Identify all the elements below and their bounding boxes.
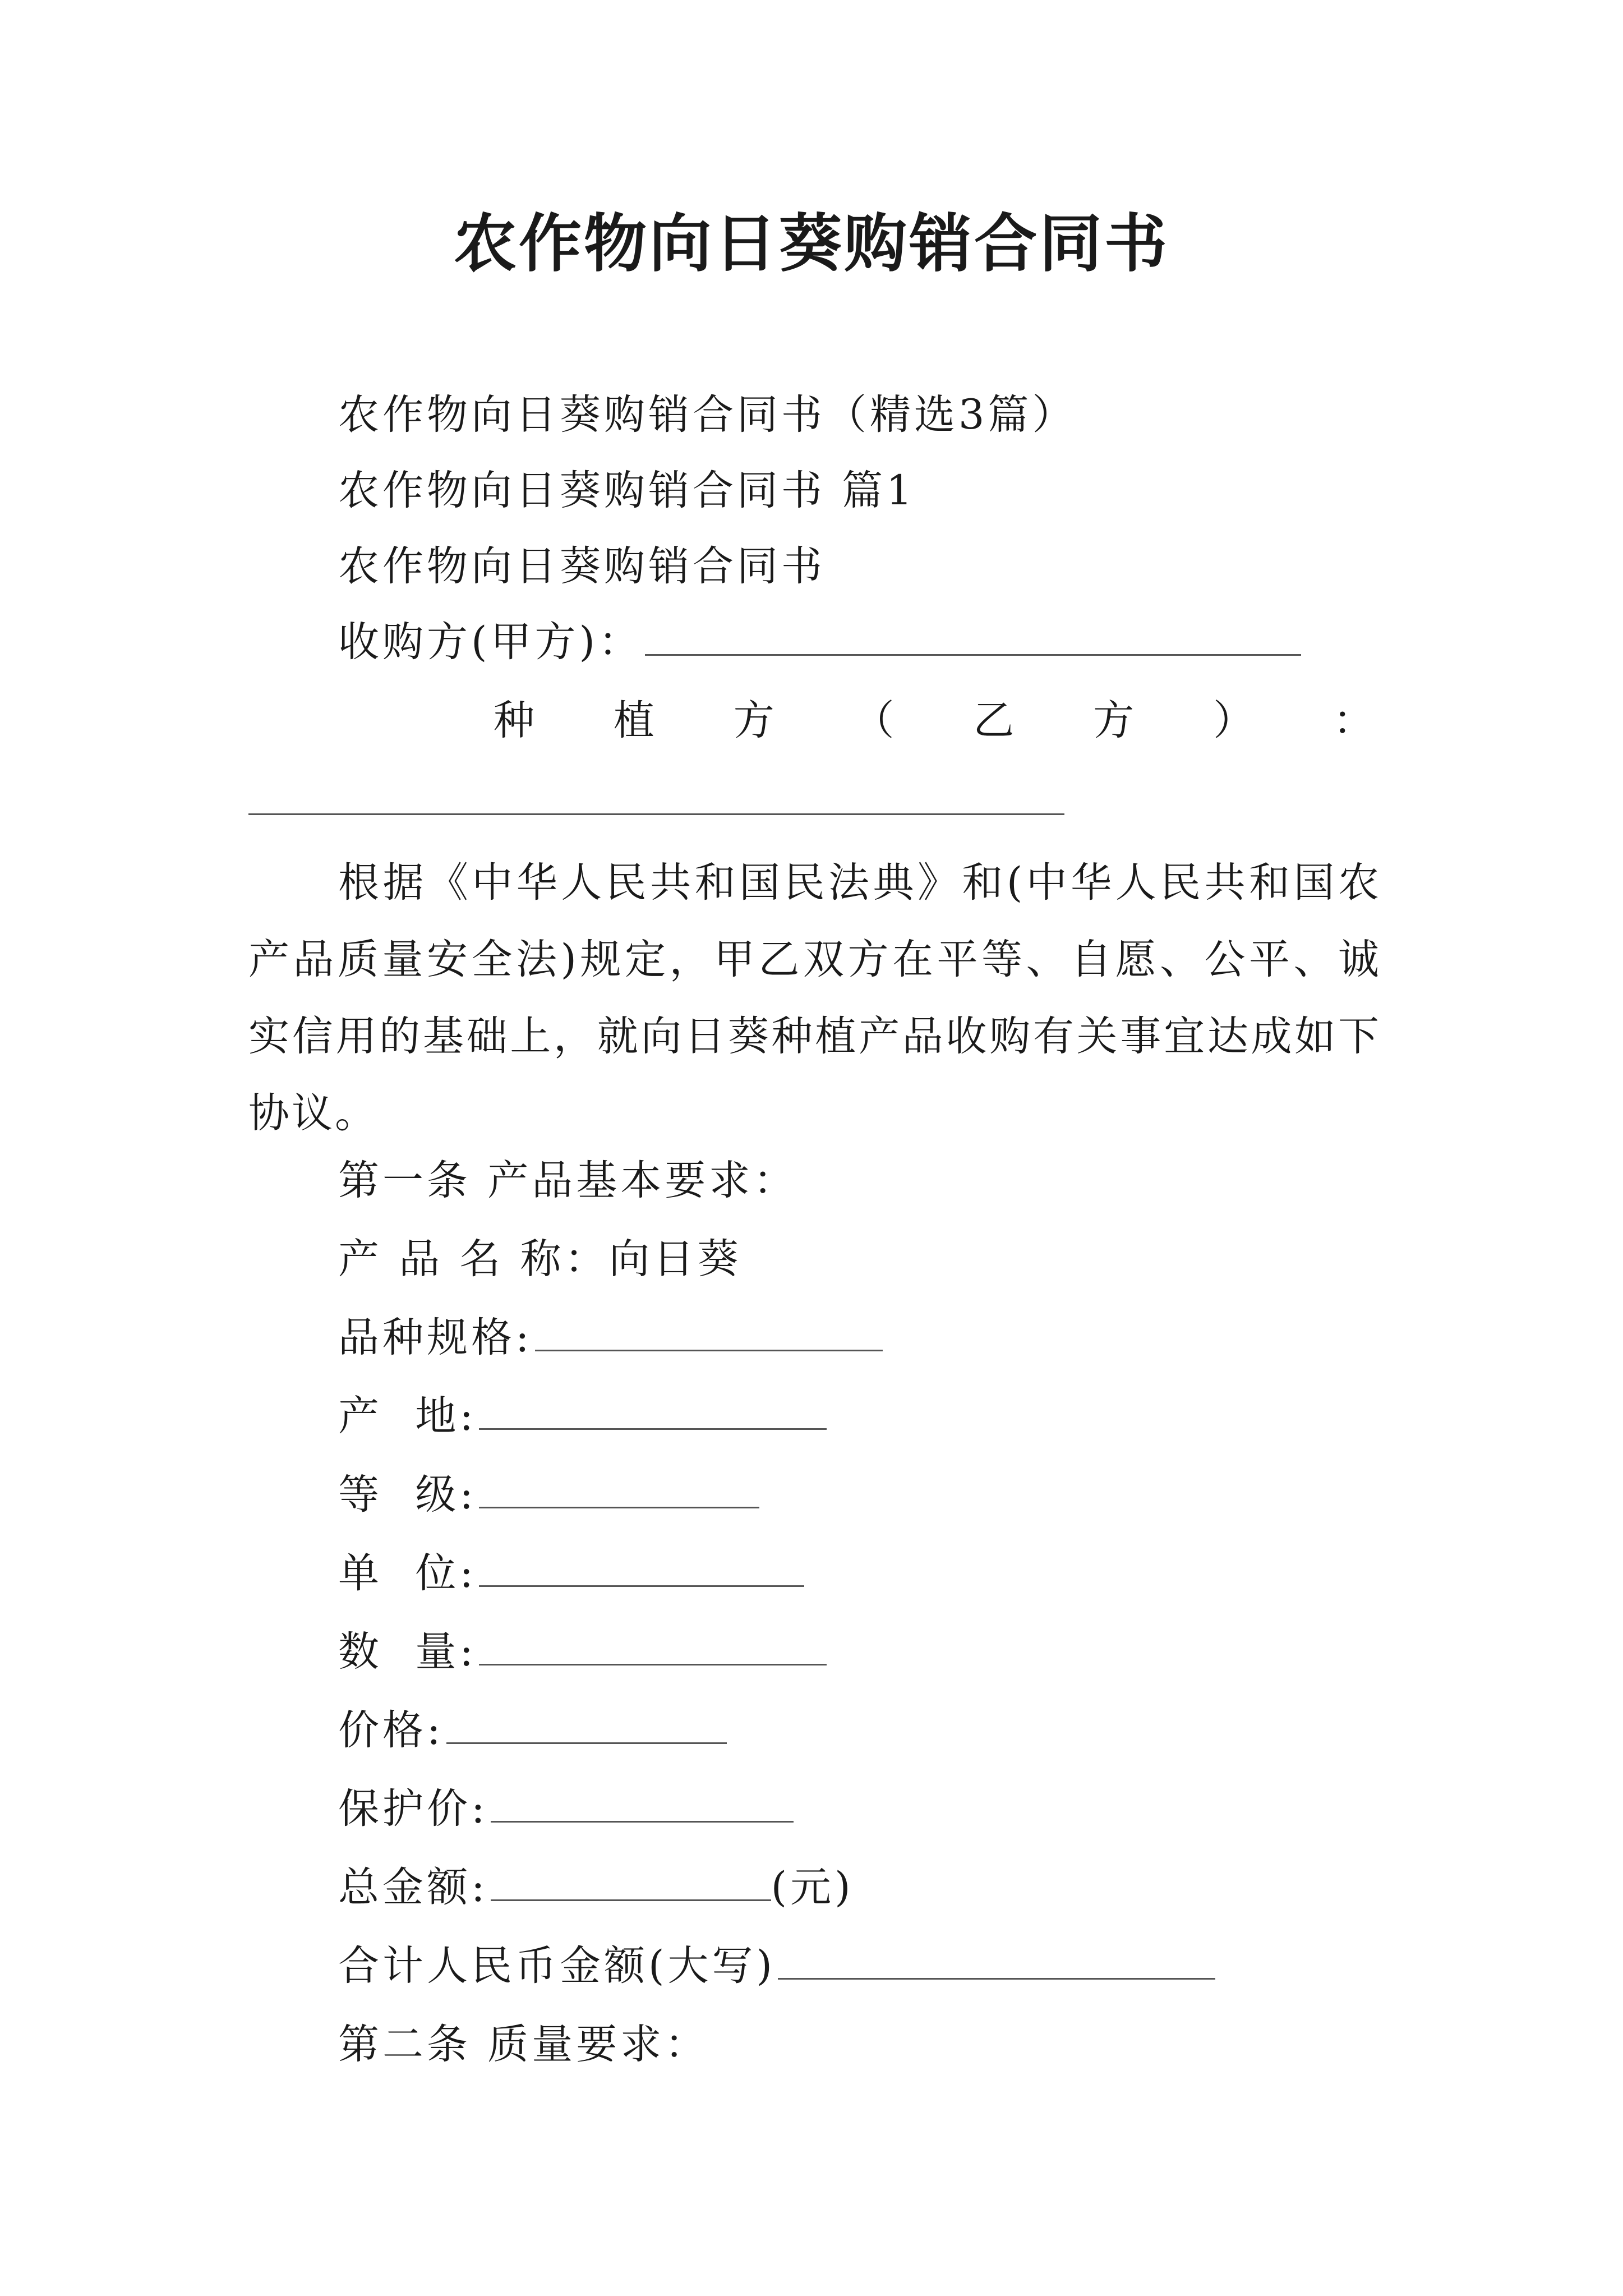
grade-row bbox=[338, 1467, 759, 1523]
quantity-blank bbox=[479, 1625, 827, 1665]
article2-heading: 第二条 质量要求： bbox=[338, 2021, 709, 2068]
subtitle-selected: 农作物向日葵购销合同书（精选3篇） bbox=[338, 391, 1077, 439]
total-row bbox=[338, 1860, 854, 1916]
total-blank bbox=[491, 1860, 771, 1901]
planter-char: 种 bbox=[494, 697, 534, 744]
protect-price-label: 保护价: bbox=[338, 1785, 488, 1833]
contract-name: 农作物向日葵购销合同书 bbox=[338, 542, 826, 590]
total-suffix: (元) bbox=[771, 1864, 854, 1911]
variety-label: 品种规格: bbox=[338, 1314, 533, 1361]
rmb-blank bbox=[778, 1939, 1215, 1980]
grade-blank bbox=[479, 1467, 759, 1508]
buyer-row bbox=[338, 614, 1301, 670]
quantity-row bbox=[338, 1624, 827, 1680]
buyer-label: 收购方(甲方)： bbox=[338, 618, 643, 666]
price-label: 价格: bbox=[338, 1706, 444, 1754]
unit-blank bbox=[479, 1546, 804, 1587]
unit-row bbox=[338, 1545, 804, 1602]
protect-price-blank bbox=[491, 1782, 794, 1823]
planter-char: ： bbox=[1332, 697, 1374, 744]
rmb-label: 合计人民币金额(大写) bbox=[338, 1942, 776, 1990]
article1-heading: 第一条 产品基本要求： bbox=[338, 1157, 798, 1204]
variety-row bbox=[338, 1310, 883, 1366]
rmb-row bbox=[338, 1938, 1215, 1994]
grade-label: 等 级: bbox=[338, 1471, 477, 1519]
price-blank bbox=[446, 1703, 727, 1744]
origin-row bbox=[338, 1388, 827, 1444]
protect-price-row bbox=[338, 1781, 794, 1837]
planter-char: 方 bbox=[1093, 697, 1135, 744]
origin-blank bbox=[479, 1389, 827, 1430]
quantity-label: 数 量: bbox=[338, 1628, 477, 1676]
total-label: 总金额: bbox=[338, 1864, 488, 1911]
intro-paragraph: 根据《中华人民共和国民法典》和(中华人民共和国农产品质量安全法)规定，甲乙双方在平等、自愿、公平、诚实信用的基础上，就向日葵种植产品收购有关事宜达成如下协议。 bbox=[248, 859, 1381, 1137]
origin-label: 产 地: bbox=[338, 1392, 477, 1440]
planter-label bbox=[494, 693, 1374, 749]
variety-blank bbox=[535, 1310, 883, 1351]
planter-blank bbox=[248, 813, 1064, 815]
planter-char: （ bbox=[853, 697, 895, 744]
planter-char: ） bbox=[1213, 697, 1255, 744]
unit-label: 单 位: bbox=[338, 1549, 477, 1597]
planter-char: 方 bbox=[733, 697, 774, 744]
price-row bbox=[338, 1703, 727, 1759]
buyer-blank bbox=[645, 615, 1301, 656]
document-title: 农作物向日葵购销合同书 bbox=[454, 207, 1169, 280]
piece-heading: 农作物向日葵购销合同书 篇1 bbox=[338, 467, 916, 514]
product-name: 产 品 名 称：向日葵 bbox=[338, 1235, 742, 1283]
planter-char: 植 bbox=[613, 697, 654, 744]
planter-char: 乙 bbox=[973, 697, 1015, 744]
